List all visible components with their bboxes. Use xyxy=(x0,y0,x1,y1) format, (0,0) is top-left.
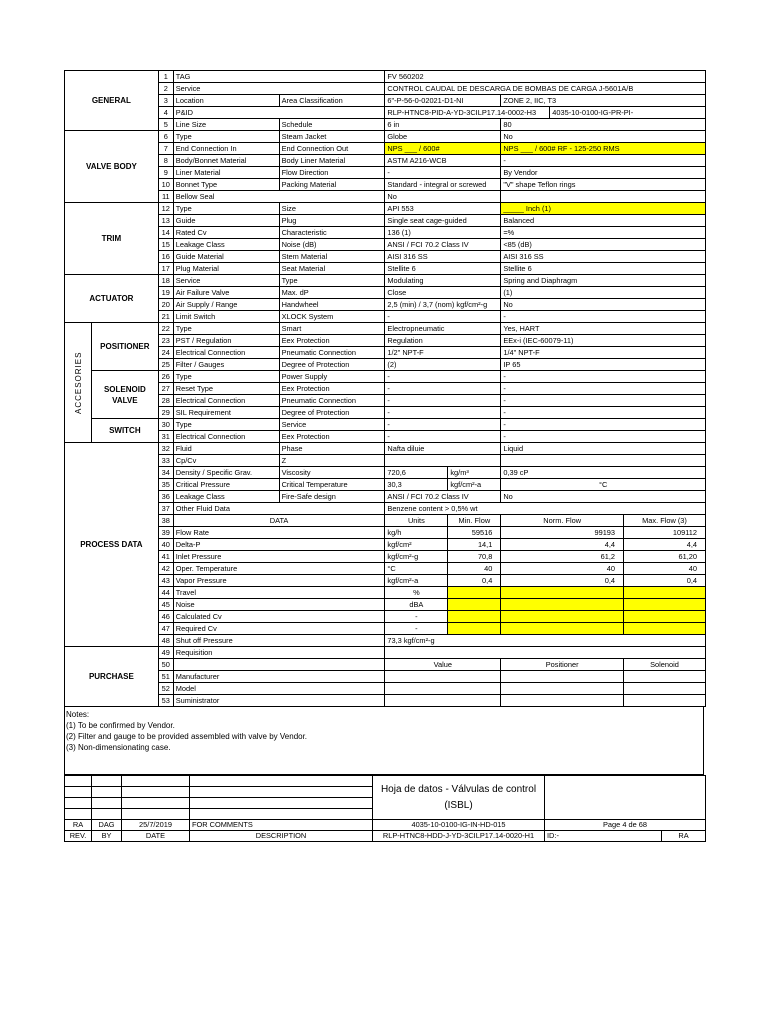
document-title: Hoja de datos - Válvulas de control (ISBL) xyxy=(373,776,545,820)
row-7: 7 End Connection In End Connection Out NPS ___ / 600# NPS ___ / 600# RF - 125-250 RMS xyxy=(65,143,706,155)
row-26: SOLENOID VALVE 26 Type Power Supply - - xyxy=(65,371,706,383)
row-38: 38 DATA Units Min. Flow Norm. Flow Max. Flow (3) xyxy=(65,515,706,527)
section-accessories: ACCESORIES xyxy=(65,323,92,443)
row-43: 43 Vapor Pressure kgf/cm²-a 0,4 0,4 0,4 xyxy=(65,575,706,587)
row-10: 10 Bonnet Type Packing Material Standard - integral or screwed "V" shape Teflon rings xyxy=(65,179,706,191)
row-36: 36 Leakage Class Fire-Safe design ANSI / FCI 70.2 Class IV No xyxy=(65,491,706,503)
row-51: 51 Manufacturer xyxy=(65,671,706,683)
row-5: 5 Line Size Schedule 6 in 80 xyxy=(65,119,706,131)
row-31: 31 Electrical Connection Eex Protection - - xyxy=(65,431,706,443)
row-13: 13 Guide Plug Single seat cage-guided Balanced xyxy=(65,215,706,227)
row-16: 16 Guide Material Stem Material AISI 316 SS AISI 316 SS xyxy=(65,251,706,263)
row-18: ACTUATOR 18 Service Type Modulating Spring and Diaphragm xyxy=(65,275,706,287)
row-44: 44 Travel % xyxy=(65,587,706,599)
revision-header-row: REV. BY DATE DESCRIPTION RLP-HTNC8-HDD-J-YD-3CILP17.14-0020-H1 ID:- RA xyxy=(65,831,706,842)
row-41: 41 Inlet Pressure kgf/cm²-g 70,8 61,2 61,20 xyxy=(65,551,706,563)
row-17: 17 Plug Material Seat Material Stellite 6 Stellite 6 xyxy=(65,263,706,275)
row-46: 46 Calculated Cv - xyxy=(65,611,706,623)
row-14: 14 Rated Cv Characteristic 136 (1) =% xyxy=(65,227,706,239)
title-block xyxy=(64,775,706,842)
document-id: ID:- xyxy=(545,831,662,842)
section-trim: TRIM xyxy=(65,203,159,275)
note-2: (2) Filter and gauge to be provided assembled with valve by Vendor. xyxy=(66,732,308,741)
section-actuator: ACTUATOR xyxy=(65,275,159,323)
row-52: 52 Model xyxy=(65,683,706,695)
revision-row xyxy=(65,820,706,831)
section-purchase: PURCHASE xyxy=(65,647,159,707)
revision-date: 25/7/2019 xyxy=(122,820,190,831)
row-49: PURCHASE 49 Requisition xyxy=(65,647,706,659)
section-switch: SWITCH xyxy=(91,419,158,443)
row-8: 8 Body/Bonnet Material Body Liner Material ASTM A216-WCB - xyxy=(65,155,706,167)
datasheet-table xyxy=(64,70,706,707)
row-9: 9 Liner Material Flow Direction - By Vendor xyxy=(65,167,706,179)
row-6: VALVE BODY 6 Type Steam Jacket Globe No xyxy=(65,131,706,143)
section-solenoid-valve: SOLENOID VALVE xyxy=(91,371,158,419)
section-valve-body: VALVE BODY xyxy=(65,131,159,203)
row-12: TRIM 12 Type Size API 553 _____ Inch (1) xyxy=(65,203,706,215)
datasheet xyxy=(64,70,706,842)
row-20: 20 Air Supply / Range Handwheel 2,5 (min) / 3,7 (nom) kgf/cm²-g No xyxy=(65,299,706,311)
row-25: 25 Filter / Gauges Degree of Protection (2) IP 65 xyxy=(65,359,706,371)
page-number: Page 4 de 68 xyxy=(545,820,706,831)
row-29: 29 SIL Requirement Degree of Protection - - xyxy=(65,407,706,419)
section-process-data: PROCESS DATA xyxy=(65,443,159,647)
row-30: SWITCH 30 Type Service - - xyxy=(65,419,706,431)
row-42: 42 Oper. Temperature °C 40 40 40 xyxy=(65,563,706,575)
row-28: 28 Electrical Connection Pneumatic Connection - - xyxy=(65,395,706,407)
document-number: 4035-10-0100-IG-IN-HD-015 xyxy=(373,820,545,831)
client-document-number: RLP-HTNC8-HDD-J-YD-3CILP17.14-0020-H1 xyxy=(373,831,545,842)
row-34: 34 Density / Specific Grav. Viscosity 720,6 kg/m³ 0,39 cP xyxy=(65,467,706,479)
row-27: 27 Reset Type Eex Protection - - xyxy=(65,383,706,395)
revision-by: DAG xyxy=(92,820,122,831)
row-23: 23 PST / Regulation Eex Protection Regulation EEx-i (IEC-60079-11) xyxy=(65,335,706,347)
row-22: ACCESORIES POSITIONER 22 Type Smart Electropneumatic Yes, HART xyxy=(65,323,706,335)
revision-status: RA xyxy=(662,831,706,842)
revision-description: FOR COMMENTS xyxy=(190,820,373,831)
row-48: 48 Shut off Pressure 73,3 kgf/cm²-g xyxy=(65,635,706,647)
row-45: 45 Noise dBA xyxy=(65,599,706,611)
row-32: PROCESS DATA 32 Fluid Phase Nafta diluie Liquid xyxy=(65,443,706,455)
note-1: (1) To be confirmed by Vendor. xyxy=(66,721,175,730)
notes-title: Notes: xyxy=(66,710,90,719)
row-37: 37 Other Fluid Data Benzene content > 0,5% wt xyxy=(65,503,706,515)
revision-code: RA xyxy=(65,820,92,831)
row-33: 33 Cp/Cv Z xyxy=(65,455,706,467)
row-3: 3 Location Area Classification 6"-P-56-0-02021-D1-NI ZONE 2, IIC, T3 xyxy=(65,95,706,107)
row-15: 15 Leakage Class Noise (dB) ANSI / FCI 70.2 Class IV <85 (dB) xyxy=(65,239,706,251)
row-2: 2 Service CONTROL CAUDAL DE DESCARGA DE BOMBAS DE CARGA J-5601A/B xyxy=(65,83,706,95)
row-39: 39 Flow Rate kg/h 59516 99193 109112 xyxy=(65,527,706,539)
row-1: GENERAL 1 TAG FV 560202 xyxy=(65,71,706,83)
row-50: 50 Value Positioner Solenoid xyxy=(65,659,706,671)
row-19: 19 Air Failure Valve Max. dP Close (1) xyxy=(65,287,706,299)
row-11: 11 Bellow Seal No xyxy=(65,191,706,203)
row-4: 4 P&ID RLP-HTNC8-PID-A-YD-3CILP17.14-0002-H3 4035-10-0100-IG-PR-PI- xyxy=(65,107,706,119)
section-positioner: POSITIONER xyxy=(91,323,158,371)
row-35: 35 Critical Pressure Critical Temperature 30,3 kgf/cm²-a °C xyxy=(65,479,706,491)
notes-block xyxy=(64,707,704,775)
row-53: 53 Suministrator xyxy=(65,695,706,707)
note-3: (3) Non-dimensionating case. xyxy=(66,743,171,752)
row-47: 47 Required Cv - xyxy=(65,623,706,635)
row-40: 40 Delta-P kgf/cm² 14,1 4,4 4,4 xyxy=(65,539,706,551)
row-21: 21 Limit Switch XLOCK System - - xyxy=(65,311,706,323)
section-general: GENERAL xyxy=(65,71,159,131)
row-24: 24 Electrical Connection Pneumatic Connection 1/2" NPT-F 1/4" NPT-F xyxy=(65,347,706,359)
